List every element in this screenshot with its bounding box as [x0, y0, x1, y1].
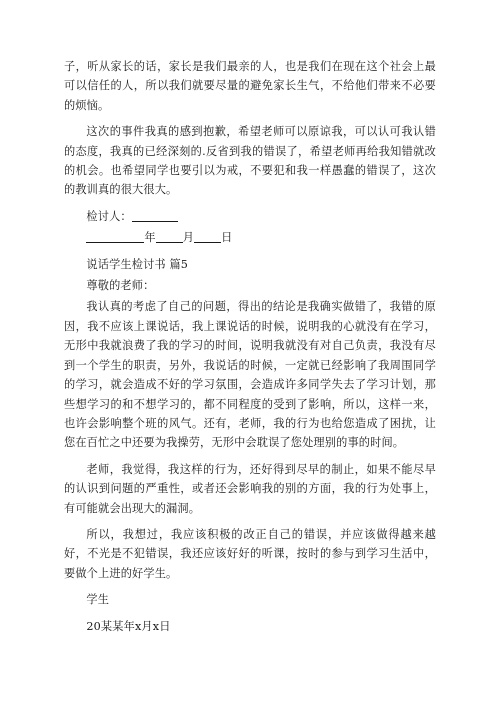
year-blank [86, 230, 144, 243]
document-body [64, 57, 436, 643]
date-line [64, 228, 436, 247]
paragraph-reflection: 我认真的考虑了自己的问题，得出的结论是我确实做错了，我错的原因，我不应该上课说话，我上课说话的时候，说明我的心就没有在学习，无形中我就浪费了我的学习的时间，说明我就没有对自己负责，我没有尽到一个学生的职责，另外，我说话的时候，一定就已经影响了我周围同学的学习，就会造成不好的学习氛围，会造成许多同学失去了学习计划，那些想学习的和不想学习的，都不同程度的受到了影响，所以，这样一来，也许会影响整个班的风气。还有，老师，我的行为也给您造成了困扰，让您在百忙之中还要为我操劳，无形中会耽误了您处理别的事的时间。 [64, 300, 436, 450]
day-blank [194, 230, 221, 243]
closing-date: 20某某年x月x日 [86, 619, 171, 633]
paragraph-consequence: 老师，我觉得，我这样的行为，还好得到尽早的制止，如果不能尽早的认识到问题的严重性，或者还会影响我的别的方面，我的行为处事上，有可能就会出现大的漏洞。 [64, 462, 436, 515]
signature: 学生 [86, 593, 110, 607]
reviewer-label: 检讨人： [86, 209, 132, 223]
reviewer-line [64, 207, 436, 226]
reviewer-blank [132, 209, 178, 222]
date-month-label: 月 [182, 231, 195, 245]
salutation: 尊敬的老师： [86, 279, 155, 293]
section-title: 说话学生检讨书 篇5 [86, 257, 189, 271]
month-blank [156, 230, 183, 243]
paragraph-apology: 这次的事件我真的感到抱歉，希望老师可以原谅我，可以认可我认错的态度，我真的已经深刻的.反省到我的错误了，希望老师再给我知错就改的机会。也希望同学也要引以为戒，不要犯和我一样愚蠢的错误了，这次的教训真的很大很大。 [64, 125, 436, 197]
date-day-label: 日 [221, 231, 233, 245]
paragraph-resolution: 所以，我想过，我应该积极的改正自己的错误，并应该做得越来越好，不光是不犯错误，我还应该好好的听课，按时的参与到学习生活中，要做个上进的好学生。 [64, 527, 436, 580]
date-year-label: 年 [144, 231, 156, 245]
paragraph-continued: 子，听从家长的话，家长是我们最亲的人，也是我们在现在这个社会上最可以信任的人，所以我们就要尽量的避免家长生气，不给他们带来不必要的烦恼。 [64, 60, 436, 112]
